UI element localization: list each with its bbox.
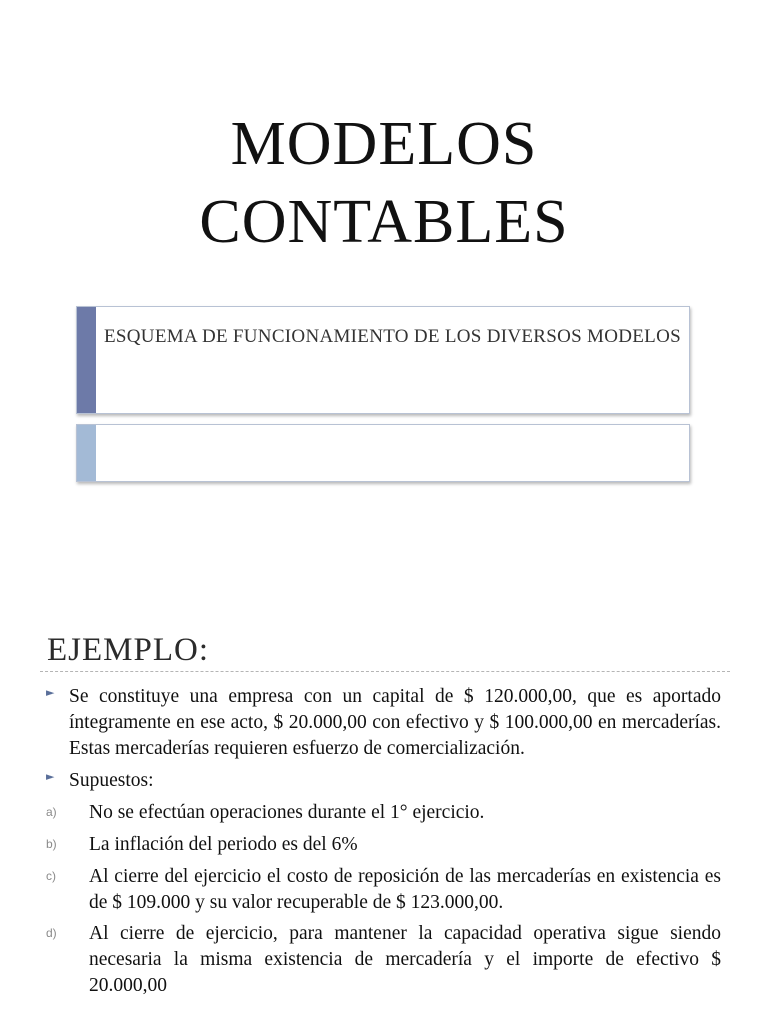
heading-divider xyxy=(40,671,730,672)
slide-title xyxy=(0,105,768,261)
list-item-text: Al cierre del ejercicio el costo de reposición de las mercaderías en existencia es de $ 109.000 y su valor recuperable de $ 123.000,00. xyxy=(89,866,721,913)
subtitle-box-accent-bar xyxy=(77,307,96,413)
triangle-right-icon: ► xyxy=(46,686,55,699)
list-item-text: No se efectúan operaciones durante el 1° ejercicio. xyxy=(89,802,485,823)
subtitle-text: ESQUEMA DE FUNCIONAMIENTO DE LOS DIVERSOS MODELOS xyxy=(104,326,681,347)
empty-box xyxy=(76,424,690,482)
empty-box-accent-bar xyxy=(77,425,96,481)
triangle-right-icon: ► xyxy=(46,770,55,783)
subtitle-box xyxy=(76,306,690,414)
list-item-marker: d) xyxy=(46,926,57,940)
list-item-marker: a) xyxy=(46,805,57,819)
list-item-text: Al cierre de ejercicio, para mantener la capacidad operativa sigue siendo necesaria la misma existencia de mercadería y el importe de efectivo $ 20.000,00 xyxy=(89,923,721,996)
list-item-marker: b) xyxy=(46,837,57,851)
list-item-text: La inflación del periodo es del 6% xyxy=(89,834,358,855)
slide-title-line-2: CONTABLES xyxy=(199,188,569,256)
section-heading: EJEMPLO: xyxy=(47,632,210,668)
list-item-text: Supuestos: xyxy=(69,770,154,791)
slide-title-line-1: MODELOS xyxy=(230,110,538,178)
list-item-marker: c) xyxy=(46,869,56,883)
list-item-text: Se constituye una empresa con un capital de $ 120.000,00, que es aportado íntegramente en ese acto, $ 20.000,00 con efectivo y $ 100.000,00 en mercaderías. Estas mercaderías requieren esfuerzo de comercialización. xyxy=(69,686,721,759)
